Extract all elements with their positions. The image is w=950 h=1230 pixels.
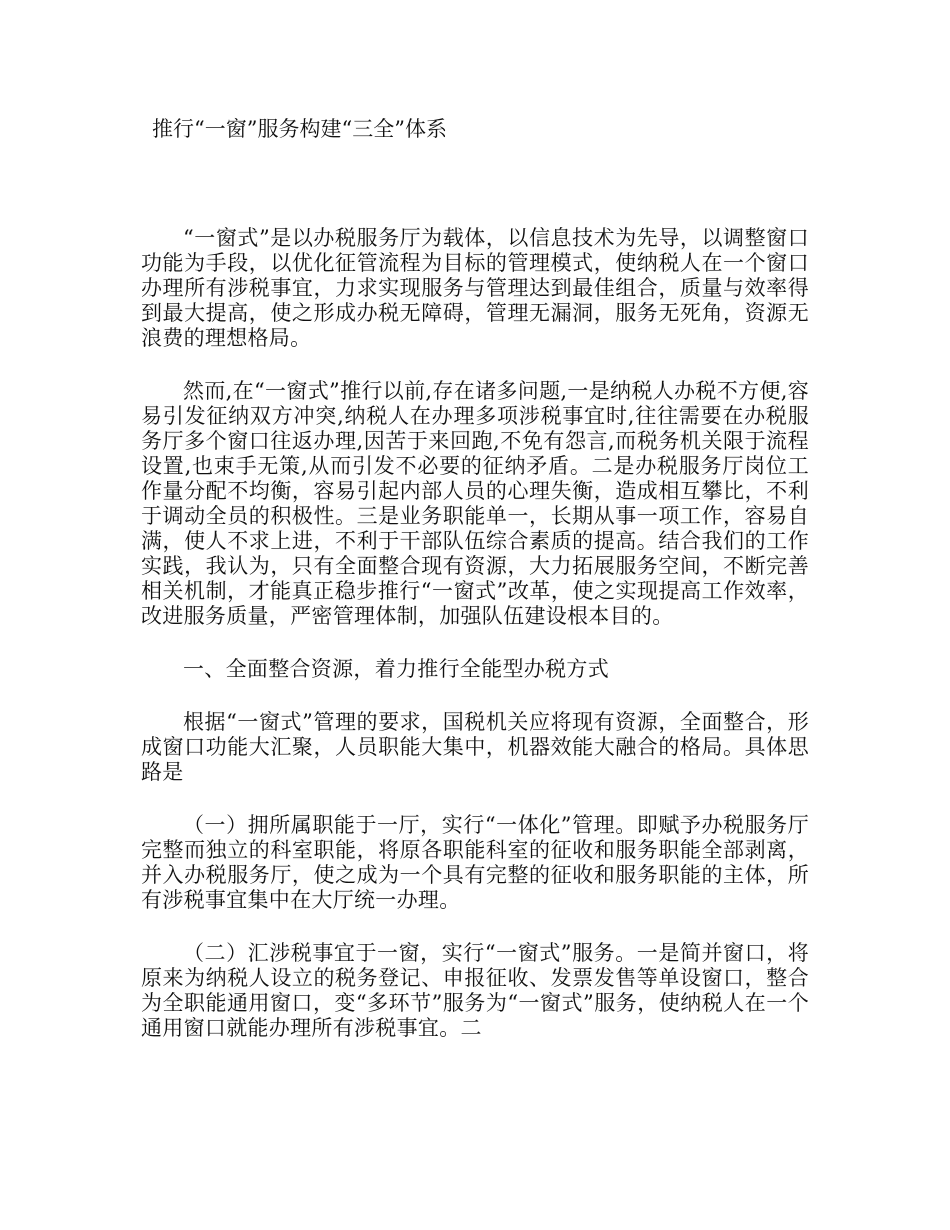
- document-body: [141, 226, 809, 1069]
- section-heading-1: 一、全面整合资源，着力推行全能型办税方式: [183, 657, 609, 681]
- paragraph-problems: 然而,在“一窗式”推行以前,存在诸多问题,一是纳税人办税不方便,容易引发征纳双方冲突,纳税人在办理多项涉税事宜时,往往需要在办税服务厅多个窗口往返办理,因苦于来回跑,不免有怨言,而税务机关限于流程设置,也束手无策,从而引发不必要的征纳矛盾。二是办税服务厅岗位工作量分配不均衡，容易引起内部人员的心理失衡，造成相互攀比，不利于调动全员的积极性。三是业务职能单一，长期从事一项工作，容易自满，使人不求上进，不利于干部队伍综合素质的提高。结合我们的工作实践，我认为，只有全面整合现有资源，大力拓展服务空间，不断完善相关机制，才能真正稳步推行“一窗式”改革，使之实现提高工作效率，改进服务质量，严密管理体制，加强队伍建设根本目的。: [141, 379, 809, 628]
- document-title: 推行“一窗”服务构建“三全”体系: [152, 117, 447, 141]
- paragraph-subsection-2: （二）汇涉税事宜于一窗，实行“一窗式”服务。一是简并窗口，将原来为纳税人设立的税务登记、申报征收、发票发售等单设窗口，整合为全职能通用窗口，变“多环节”服务为“一窗式”服务，使纳税人在一个通用窗口就能办理所有涉税事宜。二: [141, 941, 809, 1040]
- paragraph-integration: 根据“一窗式”管理的要求，国税机关应将现有资源，全面整合，形成窗口功能大汇聚，人员职能大集中，机器效能大融合的格局。具体思路是: [141, 710, 809, 784]
- paragraph-intro: “一窗式”是以办税服务厅为载体，以信息技术为先导，以调整窗口功能为手段，以优化征管流程为目标的管理模式，使纳税人在一个窗口办理所有涉税事宜，力求实现服务与管理达到最佳组合，质量与效率得到最大提高，使之形成办税无障碍，管理无漏洞，服务无死角，资源无浪费的理想格局。: [141, 226, 809, 350]
- paragraph-subsection-1: （一）拥所属职能于一厅，实行“一体化”管理。即赋予办税服务厅完整而独立的科室职能，将原各职能科室的征收和服务职能全部剥离，并入办税服务厅，使之成为一个具有完整的征收和服务职能的主体，所有涉税事宜集中在大厅统一办理。: [141, 813, 809, 912]
